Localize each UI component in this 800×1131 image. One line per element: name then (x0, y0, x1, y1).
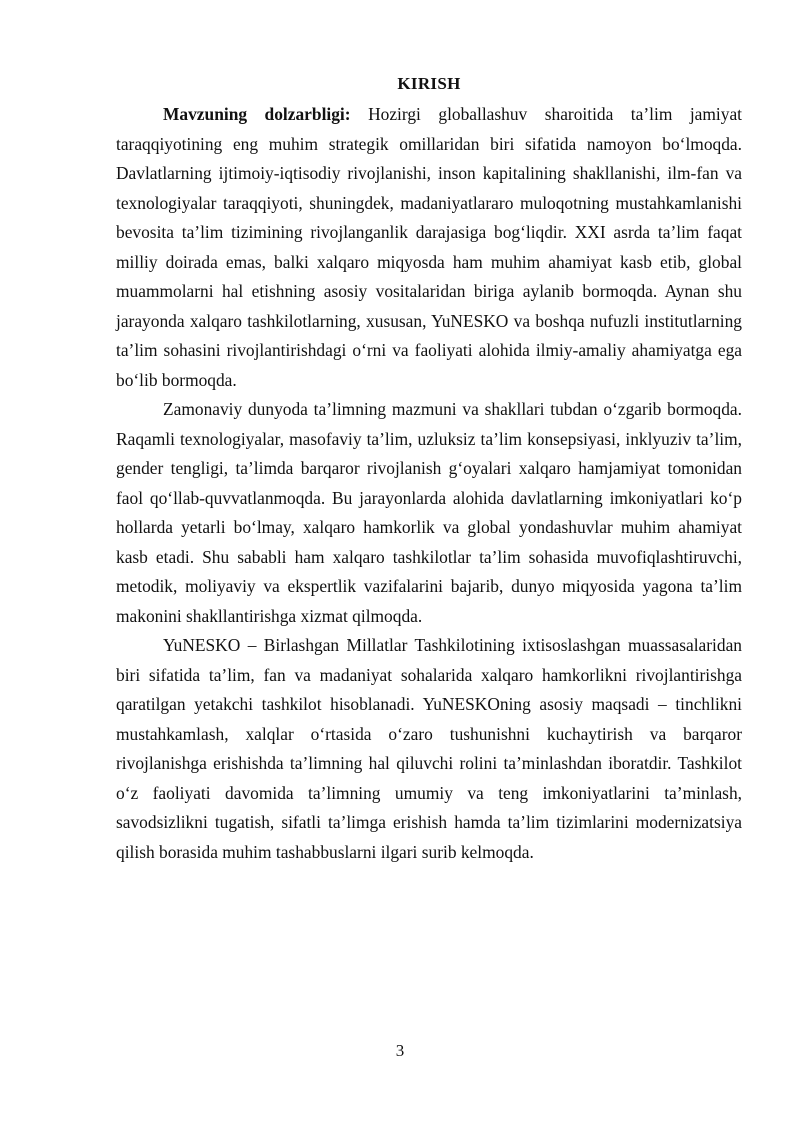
paragraph-unesco: YuNESKO – Birlashgan Millatlar Tashkilotining ixtisoslashgan muassasalaridan biri sifatida ta’lim, fan va madaniyat sohalarida xalqaro hamkorlikni rivojlantirishga qaratilgan yetakchi tashkilot hisoblanadi. YuNESKOning asosiy maqsadi – tinchlikni mustahkamlash, xalqlar o‘rtasida o‘zaro tushunishni kuchaytirish va barqaror rivojlanishga erishishda ta’limning hal qiluvchi rolini ta’minlashdan iboratdir. Tashkilot o‘z faoliyati davomida ta’limning umumiy va teng imkoniyatlarini ta’minlash, savodsizlikni tugatish, sifatli ta’limga erishish hamda ta’lim tizimlarini modernizatsiya qilish borasida muhim tashabbuslarni ilgari surib kelmoqda. (116, 635, 742, 862)
relevance-label: Mavzuning dolzarbligi: (163, 104, 351, 124)
paragraph-modern-education: Zamonaviy dunyoda ta’limning mazmuni va shakllari tubdan o‘zgarib bormoqda. Raqamli texnologiyalar, masofaviy ta’lim, uzluksiz ta’lim konsepsiyasi, inklyuziv ta’lim, gender tengligi, ta’limda barqaror rivojlanish g‘oyalari xalqaro hamjamiyat tomonidan faol qo‘llab-quvvatlanmoqda. Bu jarayonlarda alohida davlatlarning imkoniyatlari ko‘p hollarda yetarli bo‘lmay, xalqaro hamkorlik va global yondashuvlar muhim ahamiyat kasb etadi. Shu sababli ham xalqaro tashkilotlar ta’lim sohasida muvofiqlashtiruvchi, metodik, moliyaviy va ekspertlik vazifalarini bajarib, dunyo miqyosida yagona ta’lim makonini shakllantirishga xizmat qilmoqda. (116, 399, 742, 626)
page-number: 3 (395, 1041, 405, 1060)
paragraph-relevance (116, 100, 742, 395)
section-heading: KIRISH (397, 74, 461, 93)
body-text (116, 100, 742, 867)
relevance-text: Hozirgi globallashuv sharoitida ta’lim jamiyat taraqqiyotining eng muhim strategik omillaridan biri sifatida namoyon bo‘lmoqda. Davlatlarning ijtimoiy-iqtisodiy rivojlanishi, inson kapitalining shakllanishi, ilm-fan va texnologiyalar taraqqiyoti, shuningdek, madaniyatlararo muloqotning mustahkamlanishi bevosita ta’lim tizimining rivojlanganlik darajasiga bog‘liqdir. XXI asrda ta’lim faqat milliy doirada emas, balki xalqaro miqyosda ham muhim ahamiyat kasb etib, global muammolarni hal etishning asosiy vositalaridan biriga aylanib bormoqda. Aynan shu jarayonda xalqaro tashkilotlarning, xususan, YuNESKO va boshqa nufuzli institutlarning ta’lim sohasini rivojlantirishdagi o‘rni va faoliyati alohida ilmiy-amaliy ahamiyatga ega bo‘lib bormoqda. (116, 104, 742, 390)
